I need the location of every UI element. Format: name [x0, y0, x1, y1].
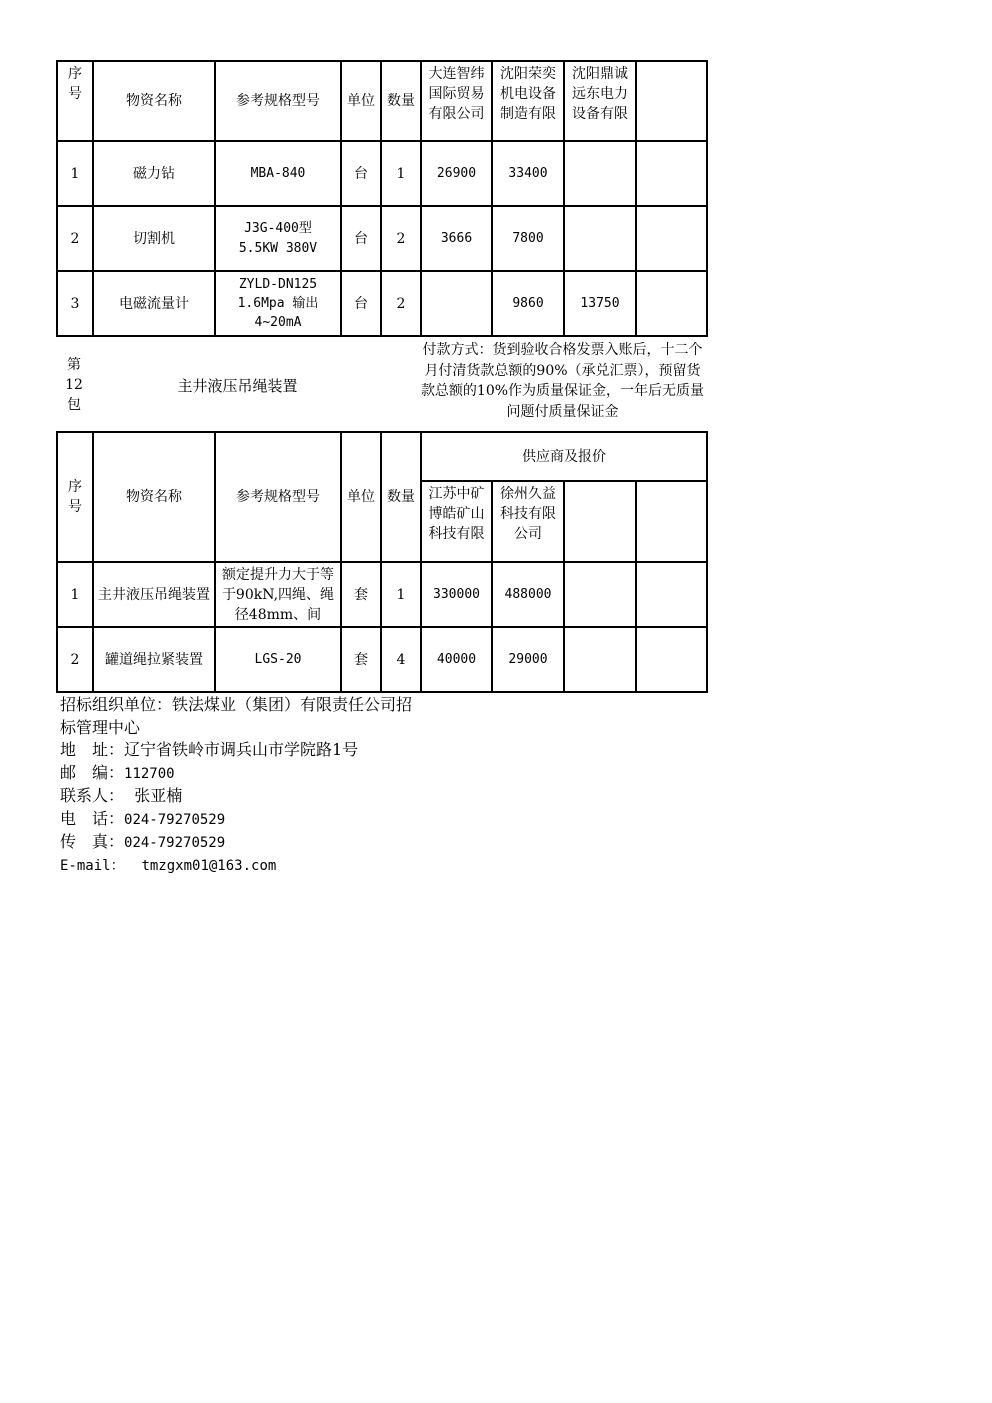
fax-label: 传 真： — [60, 832, 125, 851]
header-supplier-2: 沈阳荣奕机电设备制造有限 — [492, 61, 564, 141]
table-row — [57, 627, 707, 692]
cell-spec: LGS-20 — [215, 627, 341, 692]
cell-price-2: 488000 — [492, 562, 564, 627]
email-label: E-mail： — [60, 857, 125, 874]
cell-price-3 — [564, 206, 636, 271]
cell-price-4 — [636, 271, 707, 336]
cell-price-2: 7800 — [492, 206, 564, 271]
phone-line — [60, 808, 420, 832]
header-seq: 序号 — [57, 432, 93, 562]
cell-unit: 台 — [341, 206, 381, 271]
cell-seq: 1 — [57, 562, 93, 627]
cell-price-1: 26900 — [421, 141, 492, 206]
address-value: 辽宁省铁岭市调兵山市学院路1号 — [124, 740, 359, 759]
address-label: 地 址： — [60, 740, 125, 759]
postcode-label: 邮 编： — [60, 762, 125, 782]
header-spec: 参考规格型号 — [215, 61, 341, 141]
cell-price-4 — [636, 627, 707, 692]
fax-line — [60, 831, 420, 855]
header-supplier-4 — [636, 61, 707, 141]
email-value[interactable]: tmzgxm01@163.com — [141, 857, 277, 874]
cell-name: 电磁流量计 — [93, 271, 215, 336]
header-qty: 数量 — [381, 61, 421, 141]
cell-price-1: 3666 — [421, 206, 492, 271]
cell-spec: J3G-400型 5.5KW 380V — [215, 206, 341, 271]
cell-price-1: 40000 — [421, 627, 492, 692]
payment-terms: 付款方式：货到验收合格发票入账后，十二个月付清货款总额的90%（承兑汇票），预留货款总额的10%作为质量保证金，一年后无质量问题付质量保证金 — [420, 342, 705, 420]
header-name: 物资名称 — [93, 432, 215, 562]
header-name: 物资名称 — [93, 61, 215, 141]
contact-person-line — [60, 785, 420, 808]
header-unit: 单位 — [341, 61, 381, 141]
header-seq: 序号 — [57, 61, 93, 141]
table-row — [57, 271, 707, 336]
header-supplier-2: 徐州久益科技有限公司 — [492, 481, 564, 562]
cell-price-3 — [564, 562, 636, 627]
cell-spec: ZYLD-DN125 1.6Mpa 输出4~20mA — [215, 271, 341, 336]
header-unit: 单位 — [341, 432, 381, 562]
cell-unit: 台 — [341, 141, 381, 206]
cell-price-1 — [421, 271, 492, 336]
header-supplier-3: 沈阳鼎诚远东电力设备有限 — [564, 61, 636, 141]
address-line — [60, 739, 420, 762]
email-line — [60, 855, 420, 878]
cell-name: 主井液压吊绳装置 — [93, 562, 215, 627]
cell-seq: 3 — [57, 271, 93, 336]
postcode-line — [60, 762, 420, 786]
cell-price-3 — [564, 141, 636, 206]
cell-qty: 2 — [381, 206, 421, 271]
cell-price-1: 330000 — [421, 562, 492, 627]
cell-name: 罐道绳拉紧装置 — [93, 627, 215, 692]
header-supplier-4 — [636, 481, 707, 562]
cell-seq: 1 — [57, 141, 93, 206]
package-number: 第12包 — [65, 357, 83, 413]
cell-unit: 套 — [341, 627, 381, 692]
phone-value: 024-79270529 — [124, 811, 226, 828]
cell-spec: MBA-840 — [215, 141, 341, 206]
header-suppliers-group: 供应商及报价 — [421, 432, 707, 481]
cell-price-2: 29000 — [492, 627, 564, 692]
header-supplier-1: 江苏中矿博皓矿山科技有限 — [421, 481, 492, 562]
table-row — [57, 562, 707, 627]
table-header-row — [57, 61, 707, 141]
contact-info — [60, 694, 420, 877]
table-row — [57, 206, 707, 271]
header-qty: 数量 — [381, 432, 421, 562]
cell-name: 切割机 — [93, 206, 215, 271]
fax-value: 024-79270529 — [124, 835, 226, 851]
cell-unit: 套 — [341, 562, 381, 627]
cell-price-4 — [636, 206, 707, 271]
table-row — [57, 141, 707, 206]
cell-seq: 2 — [57, 206, 93, 271]
cell-qty: 1 — [381, 141, 421, 206]
header-spec: 参考规格型号 — [215, 432, 341, 562]
postcode-value: 112700 — [124, 765, 175, 782]
cell-name: 磁力钻 — [93, 141, 215, 206]
person-label: 联系人： — [60, 786, 125, 805]
cell-qty: 1 — [381, 562, 421, 627]
header-supplier-3 — [564, 481, 636, 562]
organizer: 招标组织单位：铁法煤业（集团）有限责任公司招标管理中心 — [60, 695, 413, 737]
person-value: 张亚楠 — [134, 786, 183, 805]
cell-price-3 — [564, 627, 636, 692]
cell-price-2: 9860 — [492, 271, 564, 336]
package-title: 主井液压吊绳装置 — [177, 377, 298, 395]
cell-qty: 4 — [381, 627, 421, 692]
table-header-row — [57, 432, 707, 481]
cell-seq: 2 — [57, 627, 93, 692]
quote-table-2 — [56, 431, 708, 693]
cell-unit: 台 — [341, 271, 381, 336]
cell-price-2: 33400 — [492, 141, 564, 206]
cell-price-3: 13750 — [564, 271, 636, 336]
cell-price-4 — [636, 141, 707, 206]
cell-qty: 2 — [381, 271, 421, 336]
quote-table-1 — [56, 60, 708, 337]
phone-label: 电 话： — [60, 808, 125, 828]
cell-price-4 — [636, 562, 707, 627]
header-supplier-1: 大连智纬国际贸易有限公司 — [421, 61, 492, 141]
cell-spec: 额定提升力大于等于90kN,四绳、绳径48mm、间 — [215, 562, 341, 627]
